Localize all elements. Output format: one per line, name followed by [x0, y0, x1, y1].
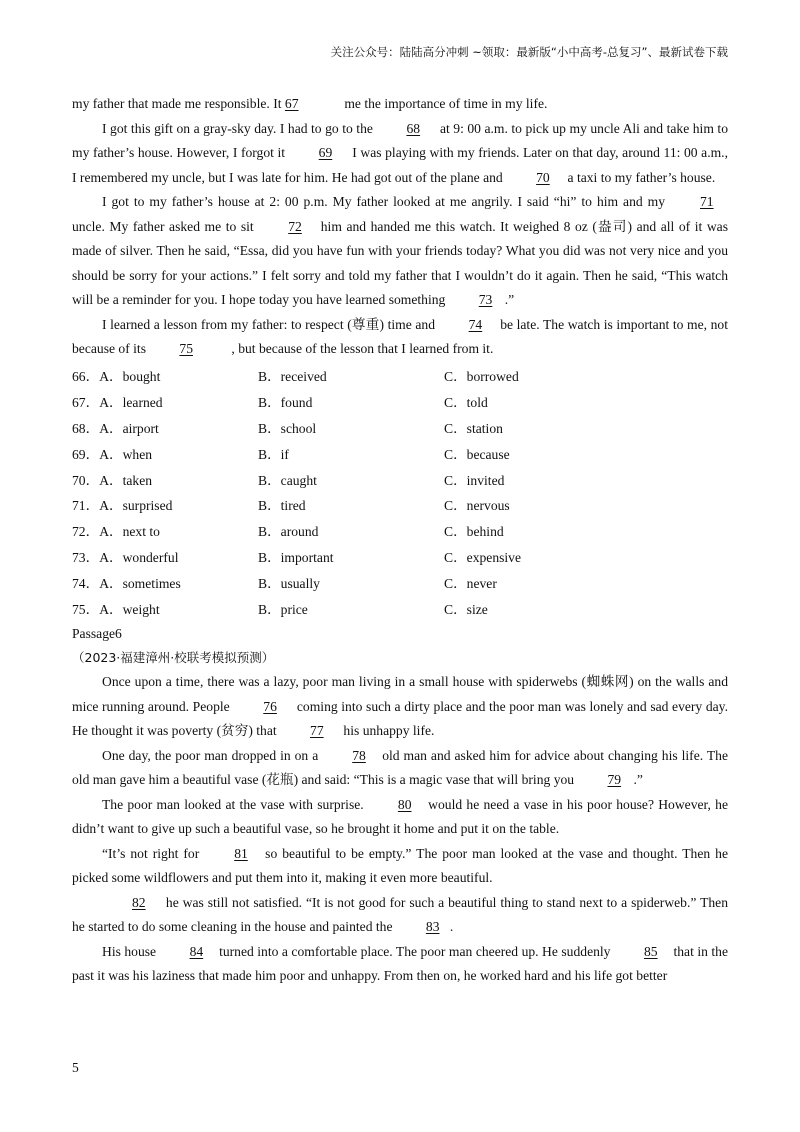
blank-81: 81	[234, 845, 248, 861]
blank-71: 71	[700, 194, 714, 209]
option-b: B．caught	[258, 472, 317, 488]
blank-79: 79	[607, 772, 622, 788]
option-c: C．size	[444, 601, 488, 617]
option-row	[72, 595, 728, 621]
option-c: C．because	[444, 446, 510, 462]
option-c: C．station	[444, 420, 503, 436]
option-c: C．expensive	[444, 549, 522, 565]
option-row	[72, 363, 728, 389]
option-a	[72, 598, 258, 618]
option-a-text: A．bought	[99, 369, 161, 385]
passage6-paragraph-2: One day, the poor man dropped in on a 78 old man and asked him for advice about changing his life. The old man gave him a beautiful vase (花瓶) and said: “This is a magic vase that will bring you 79 .”	[72, 744, 728, 793]
option-b: B．school	[258, 420, 317, 436]
option-c: C．told	[444, 395, 488, 411]
blank-80: 80	[397, 796, 412, 812]
option-a-text: A．taken	[99, 472, 153, 488]
option-a	[72, 469, 258, 489]
passage6-paragraph-5: 82 he was still not satisfied. “It is not good for such a beautiful thing to stand next to a spiderweb.” Then he started to do some cleaning in the house and painted the 83 .	[72, 891, 728, 940]
option-row	[72, 543, 728, 569]
blank-83: 83	[425, 919, 440, 935]
question-number: 75．	[72, 601, 100, 617]
option-row	[72, 517, 728, 543]
question-number: 69．	[72, 446, 100, 462]
option-a-text: A．learned	[99, 395, 163, 411]
passage6-paragraph-3: The poor man looked at the vase with surprise. 80 would he need a vase in his poor house? However, he didn’t want to give up such a beautiful vase, so he brought it home and put it on the table.	[72, 793, 728, 842]
option-a	[72, 417, 258, 437]
option-a-text: A．when	[99, 446, 153, 462]
option-b: B．tired	[258, 498, 306, 514]
option-b: B．usually	[258, 575, 320, 591]
option-row	[72, 466, 728, 492]
option-b: B．around	[258, 524, 319, 540]
option-c: C．borrowed	[444, 369, 519, 385]
page-header: 关注公众号：陆陆高分冲刺 ~领取：最新版“小中高考-总复习”、最新试卷下载	[330, 45, 728, 59]
blank-78: 78	[352, 747, 366, 763]
option-a	[72, 443, 258, 463]
option-row	[72, 569, 728, 595]
blank-77: 77	[310, 723, 324, 739]
blank-85: 85	[643, 943, 658, 959]
passage6-paragraph-6: His house 84 turned into a comfortable place. The poor man cheered up. He suddenly 85 that in the past it was his laziness that made him poor and unhappy. From then on, he worked hard and his life got better	[72, 940, 728, 989]
option-b: B．received	[258, 369, 327, 385]
passage6-source: （2023·福建漳州·校联考模拟预测）	[72, 650, 275, 666]
option-a-text: A．wonderful	[99, 549, 179, 565]
option-row	[72, 414, 728, 440]
question-number: 66．	[72, 369, 100, 385]
question-number: 70．	[72, 472, 100, 488]
blank-73: 73	[478, 292, 493, 307]
blank-74: 74	[468, 316, 483, 332]
option-a	[72, 365, 258, 385]
passage5-paragraph-4: I learned a lesson from my father: to respect (尊重) time and 74 be late. The watch is important to me, not because of its 75 , but because of the lesson that I learned from it.	[72, 313, 728, 362]
option-b: B．price	[258, 601, 308, 617]
option-a	[72, 520, 258, 540]
option-row	[72, 440, 728, 466]
document-body	[72, 92, 728, 989]
options-list	[72, 363, 728, 621]
passage6-paragraph-4: “It’s not right for 81 so beautiful to be empty.” The poor man looked at the vase and thought. Then he picked some wildflowers and put them into it, making it even more beautiful.	[72, 842, 728, 891]
blank-72: 72	[288, 218, 302, 234]
option-c: C．invited	[444, 472, 505, 488]
blank-82: 82	[132, 894, 146, 910]
blank-67: 67	[284, 96, 299, 111]
blank-69: 69	[318, 145, 333, 160]
blank-84: 84	[189, 943, 204, 959]
option-a	[72, 391, 258, 411]
option-a-text: A．airport	[99, 420, 159, 436]
passage6-paragraph-1: Once upon a time, there was a lazy, poor man living in a small house with spiderwebs (蜘蛛网) on the walls and mice running around. People 76 coming into such a dirty place and the poor man was lonely and sad every day. He thought it was poverty (贫穷) that 77 his unhappy life.	[72, 670, 728, 744]
question-number: 71．	[72, 498, 100, 514]
option-a-text: A．surprised	[99, 498, 173, 514]
blank-70: 70	[536, 169, 550, 185]
option-b: B．found	[258, 395, 313, 411]
option-c: C．behind	[444, 524, 504, 540]
option-c: C．never	[444, 575, 497, 591]
option-c: C．nervous	[444, 498, 510, 514]
option-b: B．if	[258, 446, 289, 462]
option-row	[72, 491, 728, 517]
page-number: 5	[72, 1060, 79, 1075]
question-number: 73．	[72, 549, 100, 565]
blank-75: 75	[179, 341, 193, 356]
passage6-title: Passage6	[72, 626, 122, 642]
blank-68: 68	[406, 120, 421, 136]
question-number: 68．	[72, 420, 100, 436]
option-a	[72, 572, 258, 592]
blank-76: 76	[263, 698, 277, 714]
passage5-paragraph-1: my father that made me responsible. It 67 me the importance of time in my life.	[72, 92, 728, 117]
option-a-text: A．sometimes	[99, 575, 181, 591]
option-a	[72, 494, 258, 514]
option-b: B．important	[258, 549, 334, 565]
passage5-paragraph-3: I got to my father’s house at 2: 00 p.m. My father looked at me angrily. I said “hi” to him and my 71 uncle. My father asked me to sit 72 him and handed me this watch. It weighed 8 oz (盎司) and all of it was made of silver. Then he said, “Essa, did you have fun with your friends today? What you did was not very nice and you should be sorry for your actions.” I felt sorry and told my father that I wouldn’t do it again. Then he said, “This watch will be a reminder for you. I hope today you have learned something 73 .”	[72, 190, 728, 313]
question-number: 67．	[72, 395, 100, 411]
option-a-text: A．next to	[99, 524, 160, 540]
option-row	[72, 388, 728, 414]
option-a	[72, 546, 258, 566]
passage5-paragraph-2: I got this gift on a gray-sky day. I had to go to the 68 at 9: 00 a.m. to pick up my uncle Ali and take him to my father’s house. However, I forgot it 69 I was playing with my friends. Later on that day, around 11: 00 a.m., I remembered my uncle, but I was late for him. He had got out of the plane and 70 a taxi to my father’s house.	[72, 117, 728, 191]
question-number: 72．	[72, 524, 100, 540]
option-a-text: A．weight	[99, 601, 160, 617]
question-number: 74．	[72, 575, 100, 591]
